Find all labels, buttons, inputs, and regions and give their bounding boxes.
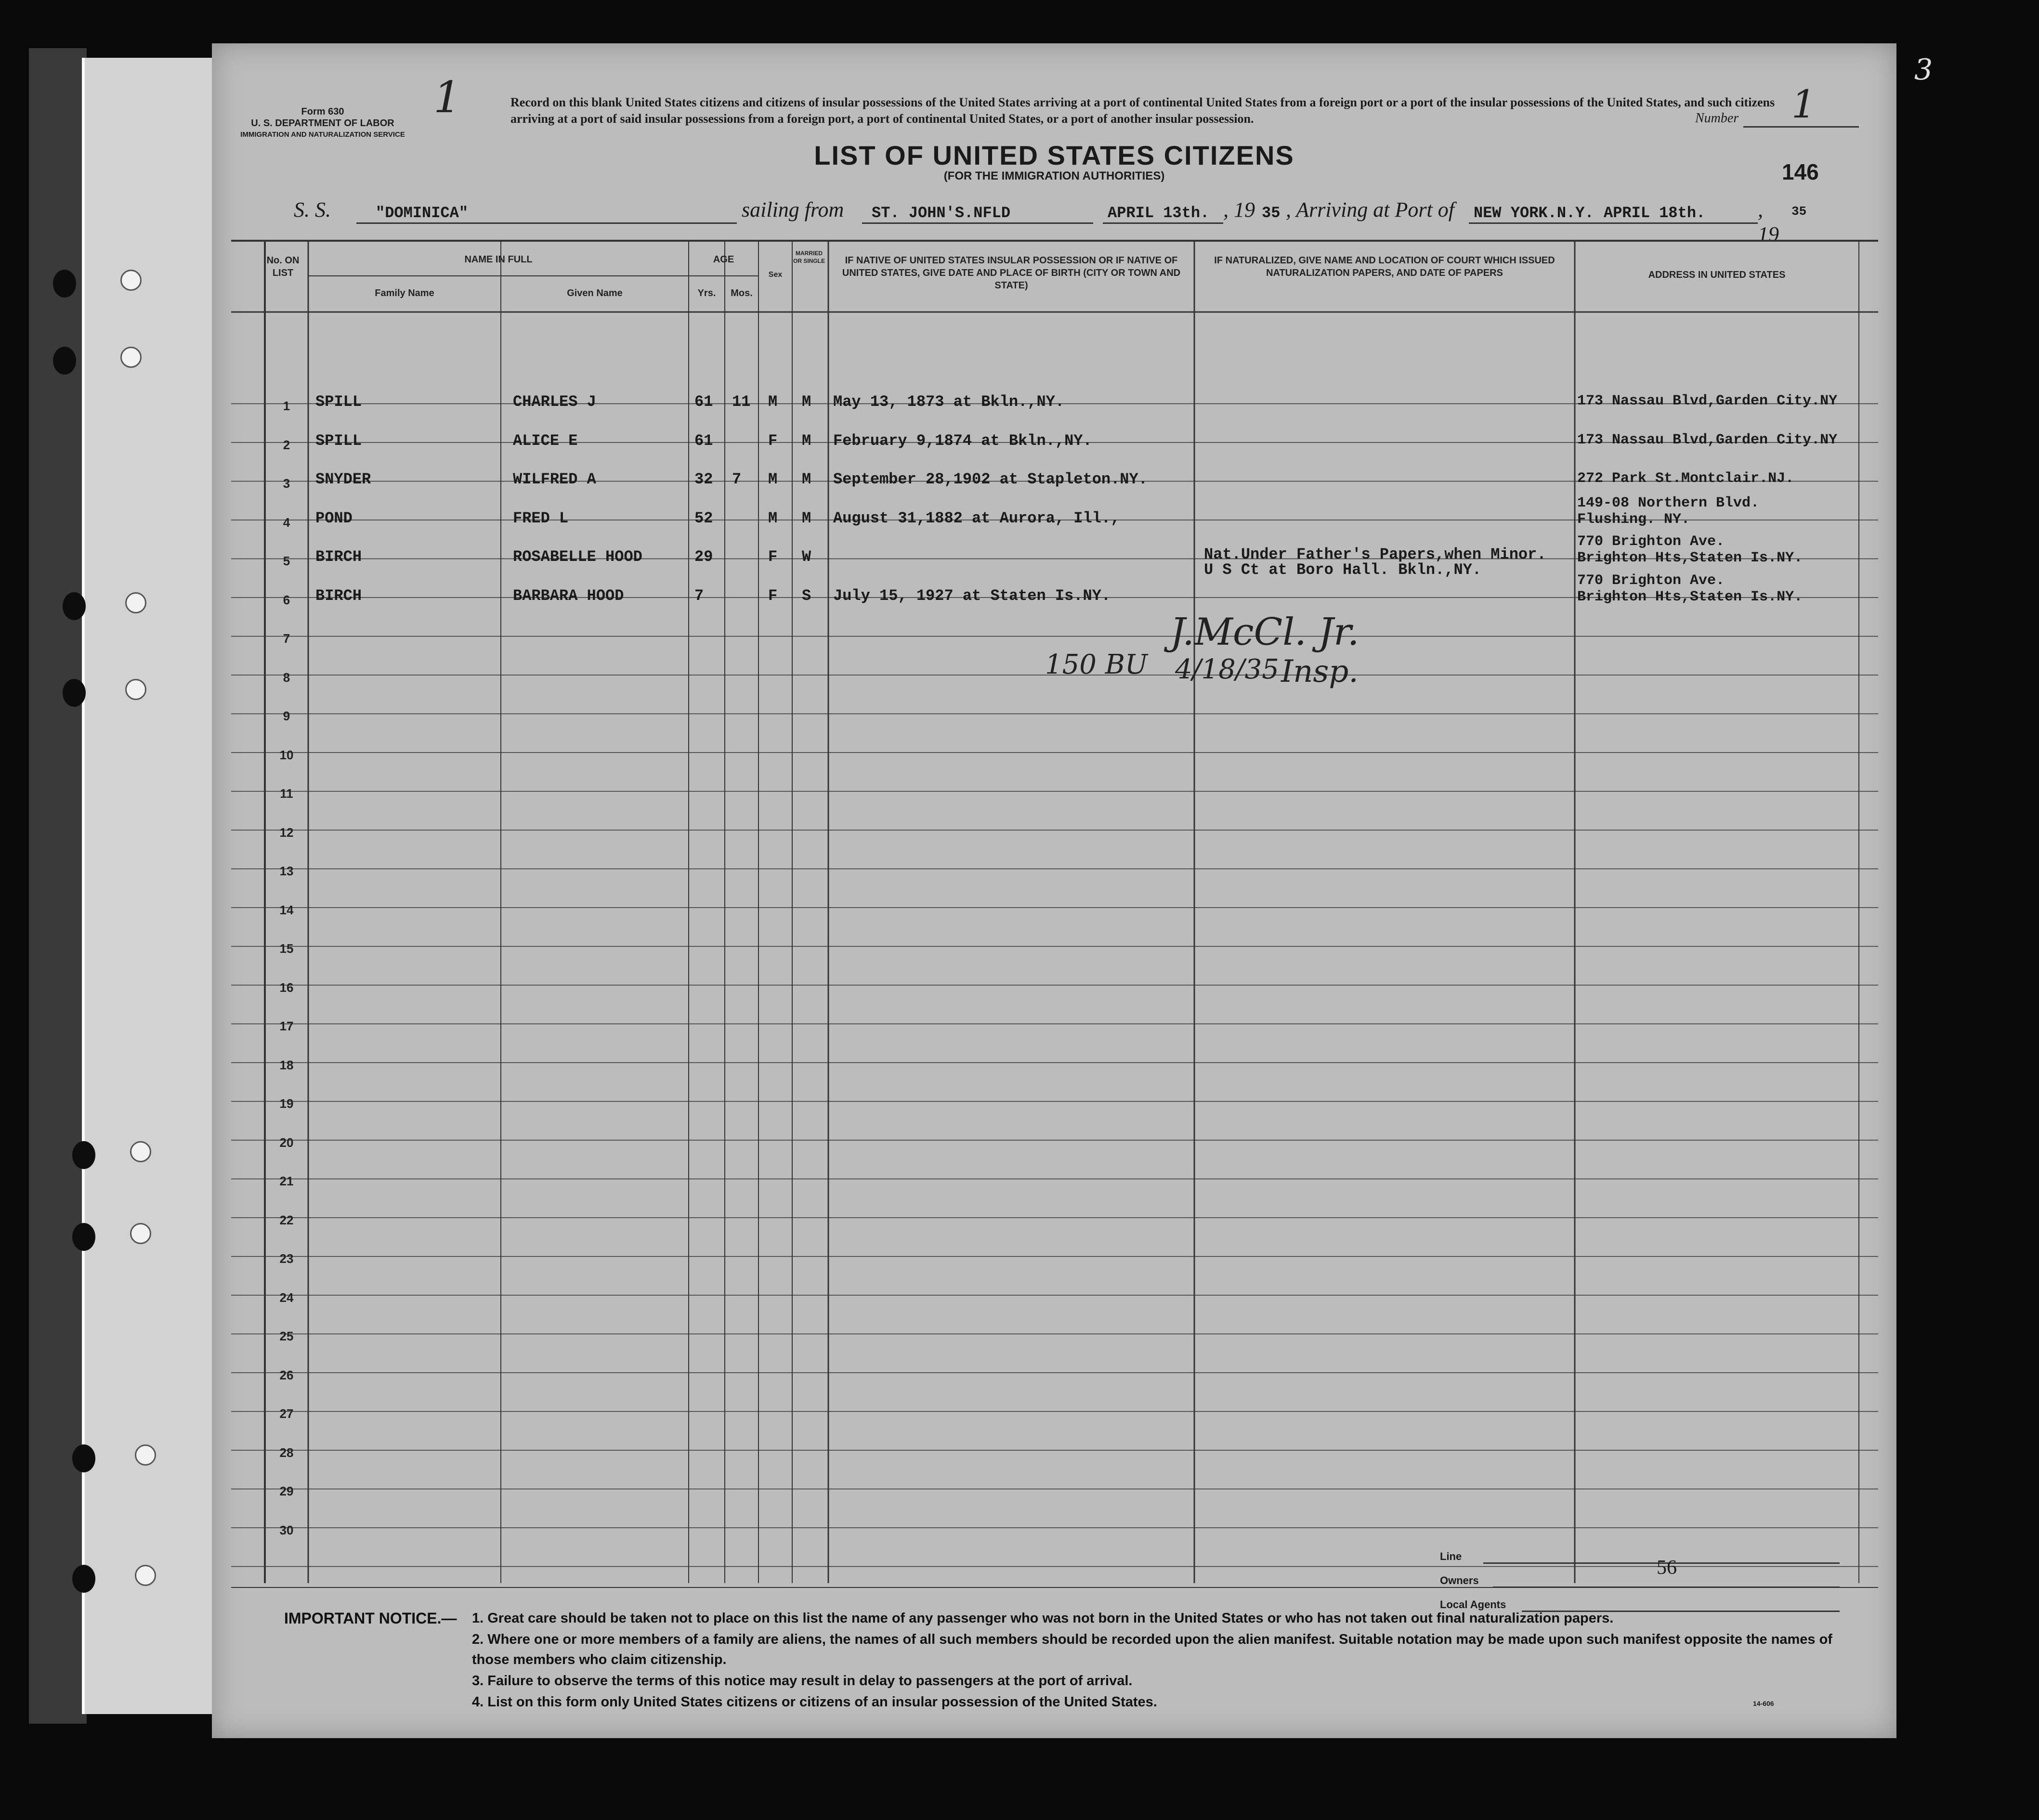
binder-hole	[72, 1444, 95, 1472]
arrival-port: NEW YORK.N.Y.	[1474, 204, 1594, 222]
row-number: 30	[279, 1522, 294, 1537]
row-number: 1	[283, 399, 290, 413]
arrive-year: 35	[1791, 204, 1807, 219]
row-number: 11	[280, 786, 293, 801]
header-sex: Sex	[768, 271, 783, 279]
row-number: 24	[279, 1290, 294, 1305]
age-years-cell: 7	[694, 586, 704, 605]
header-given: Given Name	[567, 288, 623, 299]
age-years-cell: 32	[694, 470, 713, 488]
departure-port: ST. JOHN'S.NFLD	[872, 204, 1011, 222]
row-number: 26	[279, 1367, 294, 1382]
punch-hole	[135, 1565, 156, 1586]
number-label: Number	[1695, 111, 1739, 126]
notice-title: IMPORTANT NOTICE.—	[284, 1610, 457, 1627]
form-identifier	[226, 106, 419, 141]
given-name-cell: BARBARA HOOD	[513, 586, 624, 605]
ss-label: S. S.	[294, 198, 331, 221]
row-number: 15	[279, 941, 294, 956]
family-name-cell: SNYDER	[315, 470, 371, 488]
sex-cell: F	[768, 431, 778, 450]
page-number: 146	[1782, 159, 1819, 184]
sex-cell: M	[768, 393, 778, 411]
row-number: 18	[279, 1057, 294, 1072]
form-number: Form 630	[301, 106, 344, 117]
marital-status-cell: M	[802, 393, 811, 411]
header-naturalized: IF NATURALIZED, GIVE NAME AND LOCATION OF COURT WHICH ISSUED NATURALIZATION PAPERS, AND DATE OF PAPERS	[1214, 255, 1555, 278]
passenger-table	[231, 240, 1878, 1588]
marital-status-cell: W	[802, 548, 811, 566]
marital-status-cell: M	[802, 509, 811, 527]
age-months-cell: 11	[732, 393, 751, 411]
age-years-cell: 61	[694, 431, 713, 450]
binder-hole	[72, 1223, 95, 1251]
marital-status-cell: M	[802, 431, 811, 450]
header-yrs: Yrs.	[697, 288, 716, 299]
binder-hole	[72, 1141, 95, 1169]
notice-item: 2. Where one or more members of a family are aliens, the names of all such members should be recorded upon the alien manifest. Suitable notation may be made upon such manifest opposite the names of those members who claim citizenship.	[472, 1632, 1832, 1667]
row-number: 14	[279, 902, 294, 917]
punch-hole	[130, 1141, 151, 1162]
handwritten-date: 4/18/35	[1175, 654, 1279, 685]
family-name-cell: SPILL	[315, 431, 362, 450]
sheet-mark: 1	[433, 72, 461, 123]
service: IMMIGRATION AND NATURALIZATION SERVICE	[240, 130, 405, 139]
row-number: 6	[283, 592, 290, 607]
sail-year: 35	[1262, 204, 1281, 222]
given-name-cell: CHARLES J	[513, 393, 596, 411]
row-number: 5	[283, 554, 290, 568]
row-number: 16	[279, 980, 294, 995]
birthplace-cell: September 28,1902 at Stapleton.NY.	[833, 470, 1148, 488]
row-number: 20	[279, 1135, 294, 1150]
notice-item: 3. Failure to observe the terms of this notice may result in delay to passengers at the port of arrival.	[472, 1673, 1133, 1689]
row-number: 4	[283, 515, 290, 530]
punch-hole	[135, 1444, 156, 1466]
arrive-year-prefix: , 19	[1758, 198, 1779, 246]
marital-status-cell: M	[802, 470, 811, 488]
arriving-label: , Arriving at Port of	[1286, 198, 1454, 221]
naturalization-cell-line2: U S Ct at Boro Hall. Bkln.,NY.	[1204, 561, 1482, 579]
birthplace-cell: July 15, 1927 at Staten Is.NY.	[833, 586, 1111, 605]
birthplace-cell: May 13, 1873 at Bkln.,NY.	[833, 393, 1065, 411]
row-number: 25	[279, 1329, 294, 1343]
page-subtitle: (FOR THE IMMIGRATION AUTHORITIES)	[943, 169, 1165, 182]
punch-hole	[125, 592, 146, 613]
binder-hole	[72, 1565, 95, 1593]
naturalization-cell: Nat.Under Father's Papers,when Minor.	[1204, 546, 1546, 563]
header-birth: IF NATIVE OF UNITED STATES INSULAR POSSESSION OR IF NATIVE OF UNITED STATES, GIVE DATE AND PLACE OF BIRTH (CITY OR TOWN AND STATE)	[842, 255, 1181, 291]
sex-cell: F	[768, 548, 778, 566]
record-instructions: Record on this blank United States citizens and citizens of insular possessions of the United States arriving at a port of continental United States from a foreign port or a port of the insular possessions of the United States, and such citizens arriving at a port of said insular possessions from a foreign port, a port of continental United States, or a port of another insular possession.	[510, 95, 1775, 126]
birthplace-cell: August 31,1882 at Aurora, Ill.,	[833, 509, 1120, 527]
sail-year-prefix: , 19	[1223, 198, 1255, 221]
print-code: 14-606	[1753, 1700, 1774, 1707]
address-cell-line2: Brighton Hts,Staten Is.NY.	[1577, 550, 1803, 566]
agents-label: Local Agents	[1440, 1599, 1506, 1611]
row-number: 2	[283, 437, 290, 452]
family-name-cell: SPILL	[315, 393, 362, 411]
header-mos: Mos.	[731, 288, 753, 299]
line-value: 56	[1657, 1557, 1677, 1579]
binder-hole	[53, 270, 76, 298]
given-name-cell: FRED L	[513, 509, 569, 527]
birthplace-cell: February 9,1874 at Bkln.,NY.	[833, 431, 1092, 450]
age-years-cell: 52	[694, 509, 713, 527]
header-address: ADDRESS IN UNITED STATES	[1648, 270, 1786, 280]
address-cell: 173 Nassau Blvd,Garden City.NY	[1577, 393, 1838, 409]
age-years-cell: 61	[694, 393, 713, 411]
address-cell: 272 Park St.Montclair.NJ.	[1577, 470, 1794, 487]
sailing-label: sailing from	[742, 198, 844, 221]
binder-hole	[63, 679, 86, 707]
sex-cell: M	[768, 509, 778, 527]
row-number: 9	[283, 709, 290, 723]
age-months-cell: 7	[732, 470, 742, 488]
number-value: 1	[1791, 82, 1816, 127]
address-cell: 770 Brighton Ave.	[1577, 533, 1725, 550]
binder-hole	[53, 347, 76, 375]
row-number: 12	[279, 825, 294, 840]
row-number: 7	[283, 631, 290, 646]
notice-item: 1. Great care should be taken not to place on this list the name of any passenger who was not born in the United States or who has not taken out final naturalization papers.	[472, 1611, 1614, 1626]
arrival-date: APRIL 18th.	[1604, 204, 1706, 222]
manifest-sheet	[212, 43, 1896, 1738]
department: U. S. DEPARTMENT OF LABOR	[251, 118, 394, 129]
sex-cell: M	[768, 470, 778, 488]
sail-date: APRIL 13th.	[1108, 204, 1210, 222]
header-name: NAME IN FULL	[464, 254, 533, 265]
family-name-cell: BIRCH	[315, 548, 362, 566]
row-number: 10	[279, 747, 294, 762]
binder-edge	[29, 48, 87, 1724]
address-cell: 173 Nassau Blvd,Garden City.NY	[1577, 431, 1838, 448]
marital-status-cell: S	[802, 586, 811, 605]
given-name-cell: WILFRED A	[513, 470, 596, 488]
row-number: 8	[283, 670, 290, 685]
row-number: 22	[279, 1212, 294, 1227]
punch-hole	[125, 679, 146, 700]
header-family: Family Name	[375, 288, 434, 299]
family-name-cell: BIRCH	[315, 586, 362, 605]
row-number: 17	[279, 1019, 294, 1033]
handwritten-word: Insp.	[1281, 654, 1359, 689]
owners-label: Owners	[1440, 1574, 1479, 1586]
page-title: LIST OF UNITED STATES CITIZENS	[814, 140, 1294, 170]
given-name-cell: ALICE E	[513, 431, 578, 450]
row-number: 27	[279, 1406, 294, 1421]
notice-item: 4. List on this form only United States citizens or citizens of an insular possession of the United States.	[472, 1694, 1157, 1710]
header-married: MARRIED OR SINGLE	[793, 250, 825, 264]
handwritten-count: 150 BU	[1045, 649, 1148, 680]
row-number: 13	[279, 864, 294, 878]
binder-strip	[82, 58, 215, 1714]
punch-hole	[120, 347, 142, 368]
address-cell-line2: Brighton Hts,Staten Is.NY.	[1577, 588, 1803, 605]
voyage-line	[294, 197, 1807, 246]
handwritten-signature: J.McCl. Jr.	[1170, 611, 1359, 654]
row-number: 3	[283, 476, 290, 491]
punch-hole	[130, 1223, 151, 1244]
corner-mark: 3	[1914, 53, 1933, 87]
ship-name: "DOMINICA"	[376, 204, 469, 222]
address-cell-line2: Flushing. NY.	[1577, 511, 1690, 528]
row-number: 29	[279, 1484, 294, 1498]
address-cell: 770 Brighton Ave.	[1577, 572, 1725, 589]
age-years-cell: 29	[694, 548, 713, 566]
header-age: AGE	[713, 254, 734, 265]
row-number: 28	[279, 1445, 294, 1460]
sex-cell: F	[768, 586, 778, 605]
binder-hole	[63, 592, 86, 620]
family-name-cell: POND	[315, 509, 353, 527]
row-number: 19	[279, 1096, 294, 1111]
line-label: Line	[1440, 1550, 1462, 1562]
row-number: 21	[279, 1174, 294, 1188]
punch-hole	[120, 270, 142, 291]
given-name-cell: ROSABELLE HOOD	[513, 548, 642, 566]
address-cell: 149-08 Northern Blvd.	[1577, 494, 1760, 511]
header-no: No. ON LIST	[266, 255, 300, 278]
row-number: 23	[279, 1251, 294, 1266]
